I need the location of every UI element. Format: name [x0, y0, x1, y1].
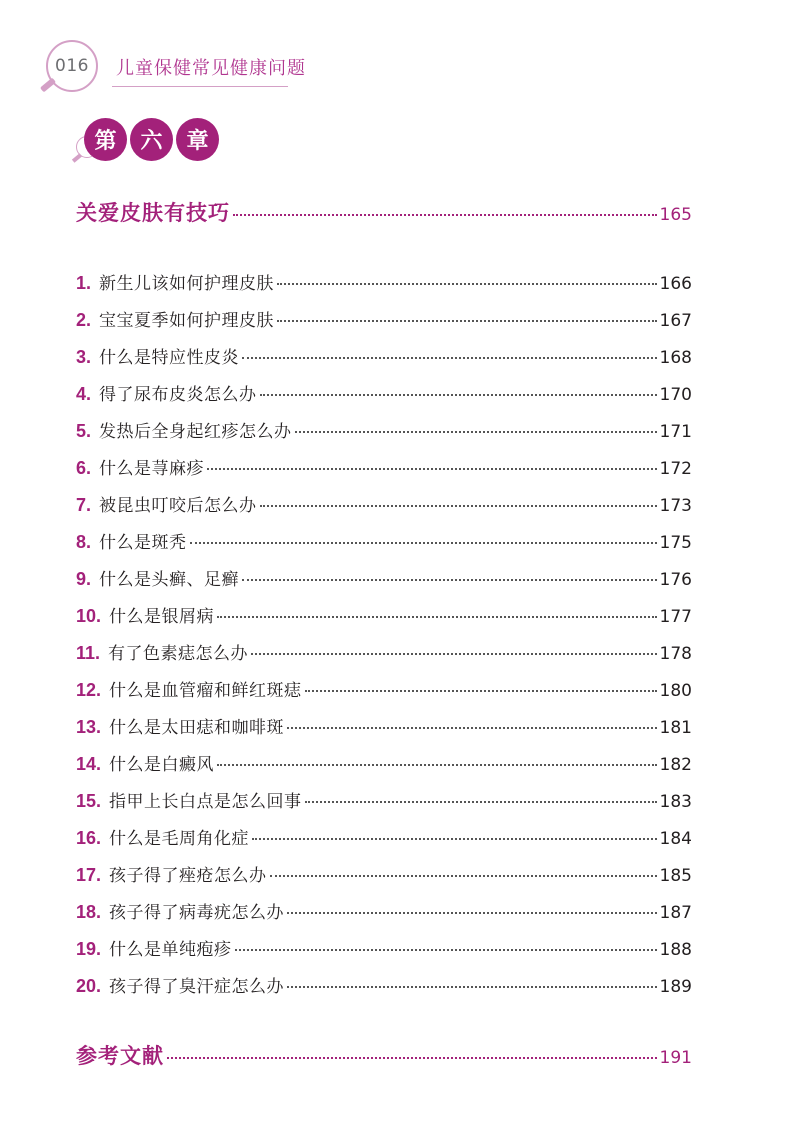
item-title: 什么是太田痣和咖啡斑 — [109, 718, 285, 738]
item-title: 指甲上长白点是怎么回事 — [109, 792, 302, 812]
dot-leader — [217, 616, 657, 618]
item-number: 14. — [76, 754, 102, 774]
item-number: 3. — [76, 347, 92, 367]
chapter-char-1: 第 — [84, 118, 127, 161]
item-number: 19. — [76, 939, 102, 959]
item-page: 167 — [659, 311, 692, 331]
item-title: 什么是特应性皮炎 — [99, 348, 240, 368]
dot-leader — [235, 949, 657, 951]
dot-leader — [287, 986, 657, 988]
dot-leader — [190, 542, 657, 544]
item-page: 189 — [659, 977, 692, 997]
item-title: 得了尿布皮炎怎么办 — [99, 385, 257, 405]
item-title: 什么是头癣、足癣 — [99, 570, 240, 590]
item-number: 13. — [76, 717, 102, 737]
dot-leader — [277, 320, 657, 322]
toc-item-entry[interactable] — [76, 343, 692, 368]
toc-item-entry[interactable] — [76, 750, 692, 775]
chapter-char-2: 六 — [130, 118, 173, 161]
item-number: 5. — [76, 421, 92, 441]
item-number: 7. — [76, 495, 92, 515]
toc-item-entry[interactable] — [76, 935, 692, 960]
item-number: 9. — [76, 569, 92, 589]
item-title: 孩子得了臭汗症怎么办 — [109, 977, 285, 997]
item-title: 什么是毛周角化症 — [109, 829, 250, 849]
dot-leader — [270, 875, 657, 877]
item-page: 180 — [659, 681, 692, 701]
toc-item-entry[interactable] — [76, 417, 692, 442]
dot-leader — [277, 283, 657, 285]
item-title: 孩子得了痤疮怎么办 — [109, 866, 267, 886]
dot-leader — [287, 727, 657, 729]
item-number: 4. — [76, 384, 92, 404]
item-page: 176 — [659, 570, 692, 590]
dot-leader — [242, 357, 657, 359]
toc-item-entry[interactable] — [76, 898, 692, 923]
item-page: 173 — [659, 496, 692, 516]
item-title: 有了色素痣怎么办 — [108, 644, 249, 664]
magnifier-handle-icon — [72, 153, 82, 162]
toc-item-entry[interactable] — [76, 491, 692, 516]
item-number: 8. — [76, 532, 92, 552]
item-page: 187 — [659, 903, 692, 923]
toc-item-entry[interactable] — [76, 676, 692, 701]
item-title: 什么是单纯疱疹 — [109, 940, 232, 960]
item-page: 171 — [659, 422, 692, 442]
references-page: 191 — [659, 1048, 692, 1068]
item-number: 16. — [76, 828, 102, 848]
item-page: 175 — [659, 533, 692, 553]
item-title: 什么是荨麻疹 — [99, 459, 205, 479]
item-number: 10. — [76, 606, 102, 626]
item-page: 183 — [659, 792, 692, 812]
toc-item-entry[interactable] — [76, 861, 692, 886]
toc-item-entry[interactable] — [76, 639, 692, 664]
toc-item-entry[interactable] — [76, 787, 692, 812]
item-page: 185 — [659, 866, 692, 886]
chapter-char-3: 章 — [176, 118, 219, 161]
toc-item-entry[interactable] — [76, 713, 692, 738]
toc-item-entry[interactable] — [76, 565, 692, 590]
item-title: 什么是斑秃 — [99, 533, 187, 553]
item-page: 182 — [659, 755, 692, 775]
references-title: 参考文献 — [76, 1044, 164, 1068]
item-title: 什么是血管瘤和鲜红斑痣 — [109, 681, 302, 701]
dot-leader — [260, 505, 657, 507]
toc-references-entry[interactable] — [76, 1040, 692, 1070]
toc-item-entry[interactable] — [76, 269, 692, 294]
dot-leader — [251, 653, 657, 655]
item-title: 宝宝夏季如何护理皮肤 — [99, 311, 275, 331]
item-number: 20. — [76, 976, 102, 996]
item-page: 166 — [659, 274, 692, 294]
item-title: 发热后全身起红疹怎么办 — [99, 422, 292, 442]
toc-item-entry[interactable] — [76, 824, 692, 849]
item-number: 12. — [76, 680, 102, 700]
dot-leader — [287, 912, 657, 914]
toc-item-entry[interactable] — [76, 602, 692, 627]
item-page: 181 — [659, 718, 692, 738]
toc-item-entry[interactable] — [76, 306, 692, 331]
toc-section-entry[interactable] — [76, 197, 692, 227]
item-number: 15. — [76, 791, 102, 811]
item-page: 177 — [659, 607, 692, 627]
dot-leader — [305, 690, 657, 692]
item-page: 184 — [659, 829, 692, 849]
toc-item-entry[interactable] — [76, 972, 692, 997]
dot-leader — [295, 431, 657, 433]
page-number: 016 — [55, 56, 89, 76]
dot-leader — [217, 764, 657, 766]
item-number: 6. — [76, 458, 92, 478]
item-number: 18. — [76, 902, 102, 922]
book-title: 儿童保健常见健康问题 — [116, 58, 306, 79]
dot-leader — [260, 394, 657, 396]
dot-leader — [167, 1057, 657, 1059]
item-number: 2. — [76, 310, 92, 330]
item-page: 170 — [659, 385, 692, 405]
section-title: 关爱皮肤有技巧 — [76, 201, 230, 225]
page-header — [0, 0, 800, 100]
dot-leader — [233, 214, 657, 216]
item-title: 什么是白癜风 — [109, 755, 215, 775]
item-title: 被昆虫叮咬后怎么办 — [99, 496, 257, 516]
dot-leader — [305, 801, 657, 803]
item-number: 11. — [76, 643, 101, 663]
section-page: 165 — [659, 205, 692, 225]
item-title: 什么是银屑病 — [109, 607, 215, 627]
item-title: 孩子得了病毒疣怎么办 — [109, 903, 285, 923]
item-number: 17. — [76, 865, 102, 885]
toc-item-entry[interactable] — [76, 454, 692, 479]
toc-item-entry[interactable] — [76, 380, 692, 405]
dot-leader — [252, 838, 657, 840]
toc-item-entry[interactable] — [76, 528, 692, 553]
header-rule — [112, 86, 288, 87]
dot-leader — [207, 468, 657, 470]
item-page: 168 — [659, 348, 692, 368]
dot-leader — [242, 579, 657, 581]
item-page: 188 — [659, 940, 692, 960]
item-title: 新生儿该如何护理皮肤 — [99, 274, 275, 294]
item-number: 1. — [76, 273, 92, 293]
item-page: 172 — [659, 459, 692, 479]
item-page: 178 — [659, 644, 692, 664]
